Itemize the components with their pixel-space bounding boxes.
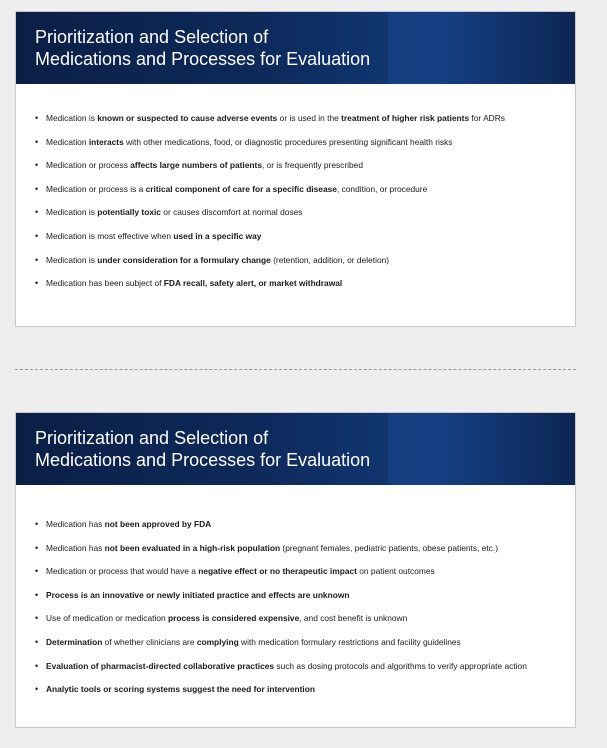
slide-title-banner <box>16 413 575 485</box>
bullet-text: with other medications, food, or diagnostic procedures presenting significant health risks <box>123 136 453 147</box>
slide-title-banner <box>16 12 575 84</box>
bullet-text: Medication has been subject of <box>46 278 164 289</box>
bullet-item <box>16 565 575 589</box>
bullet-text: Medication is <box>46 207 98 218</box>
bullet-text: with medication formulary restrictions and facility guidelines <box>238 636 461 647</box>
bullet-text: Medication or process <box>46 160 131 171</box>
bullet-bold-text: not been approved by FDA <box>104 519 212 529</box>
bullet-text: of whether clinicians are <box>102 636 197 647</box>
slide-title: Prioritization and Selection of Medications and Processes for Evaluation <box>35 428 371 470</box>
bullet-bold-text: used in a specific way <box>173 230 262 241</box>
bullet-bold-text: potentially toxic <box>97 207 161 218</box>
bullet-bold-text: Determination <box>46 636 103 647</box>
bullet-item <box>16 589 575 613</box>
bullet-bold-text: interacts <box>88 136 124 147</box>
bullet-bold-text: affects large numbers of patients <box>130 160 262 171</box>
bullet-bold-text: Evaluation of pharmacist-directed collaborative practices <box>46 660 275 671</box>
bullet-text: Medication or process that would have a <box>46 566 199 577</box>
bullet-text: , and cost benefit is unknown <box>299 613 408 624</box>
bullet-item <box>16 206 575 230</box>
bullet-text: on patient outcomes <box>356 566 435 577</box>
bullet-bold-text: negative effect or no therapeutic impact <box>198 566 357 577</box>
bullet-bold-text: treatment of higher risk patients <box>341 113 470 123</box>
bullet-text: for ADRs <box>469 113 505 123</box>
bullet-bold-text: FDA recall, safety alert, or market withdrawal <box>163 278 343 289</box>
bullet-text: (pregnant females, pediatric patients, obese patients, etc.) <box>280 542 498 553</box>
bullet-bold-text: Process is an innovative or newly initiated practice and effects are unknown <box>46 589 350 600</box>
bullet-item <box>16 277 575 301</box>
bullet-list <box>16 518 575 707</box>
slide-2[interactable] <box>15 412 576 728</box>
slide-1[interactable] <box>15 11 576 327</box>
bullet-item <box>16 660 575 684</box>
bullet-item <box>16 542 575 566</box>
bullet-item <box>16 254 575 278</box>
bullet-bold-text: not been evaluated in a high-risk population <box>104 542 281 553</box>
bullet-text: , or is frequently prescribed <box>261 160 363 171</box>
bullet-text: , condition, or procedure <box>336 183 428 194</box>
bullet-text: such as dosing protocols and algorithms to verify appropriate action <box>274 660 527 671</box>
bullet-item <box>16 183 575 207</box>
bullet-bold-text: process is considered expensive <box>167 613 300 624</box>
bullet-item <box>16 136 575 160</box>
bullet-bold-text: known or suspected to cause adverse events <box>97 113 278 123</box>
slide-title: Prioritization and Selection of Medications and Processes for Evaluation <box>35 27 371 69</box>
bullet-text: or causes discomfort at normal doses <box>160 207 303 218</box>
bullet-text: Medication is <box>46 254 98 265</box>
bullet-item <box>16 112 575 136</box>
bullet-bold-text: Analytic tools or scoring systems suggest the need for intervention <box>46 684 315 695</box>
bullet-text: Medication has <box>46 519 105 529</box>
bullet-text: (retention, addition, or deletion) <box>270 254 390 265</box>
bullet-item <box>16 612 575 636</box>
slide-divider <box>15 369 576 370</box>
bullet-item <box>16 159 575 183</box>
bullet-item <box>16 230 575 254</box>
bullet-text: Medication is <box>46 113 98 123</box>
bullet-text: Use of medication or medication <box>46 613 168 624</box>
bullet-bold-text: critical component of care for a specific disease <box>145 183 337 194</box>
bullet-item <box>16 518 575 542</box>
bullet-text: or is used in the <box>277 113 342 123</box>
bullet-bold-text: under consideration for a formulary change <box>97 254 271 265</box>
bullet-text: Medication has <box>46 542 105 553</box>
bullet-item <box>16 636 575 660</box>
bullet-item <box>16 683 575 707</box>
bullet-text: Medication is most effective when <box>46 230 174 241</box>
bullet-text: Medication <box>46 136 89 147</box>
bullet-list <box>16 112 575 301</box>
bullet-text: Medication or process is a <box>46 183 146 194</box>
bullet-bold-text: complying <box>196 636 239 647</box>
